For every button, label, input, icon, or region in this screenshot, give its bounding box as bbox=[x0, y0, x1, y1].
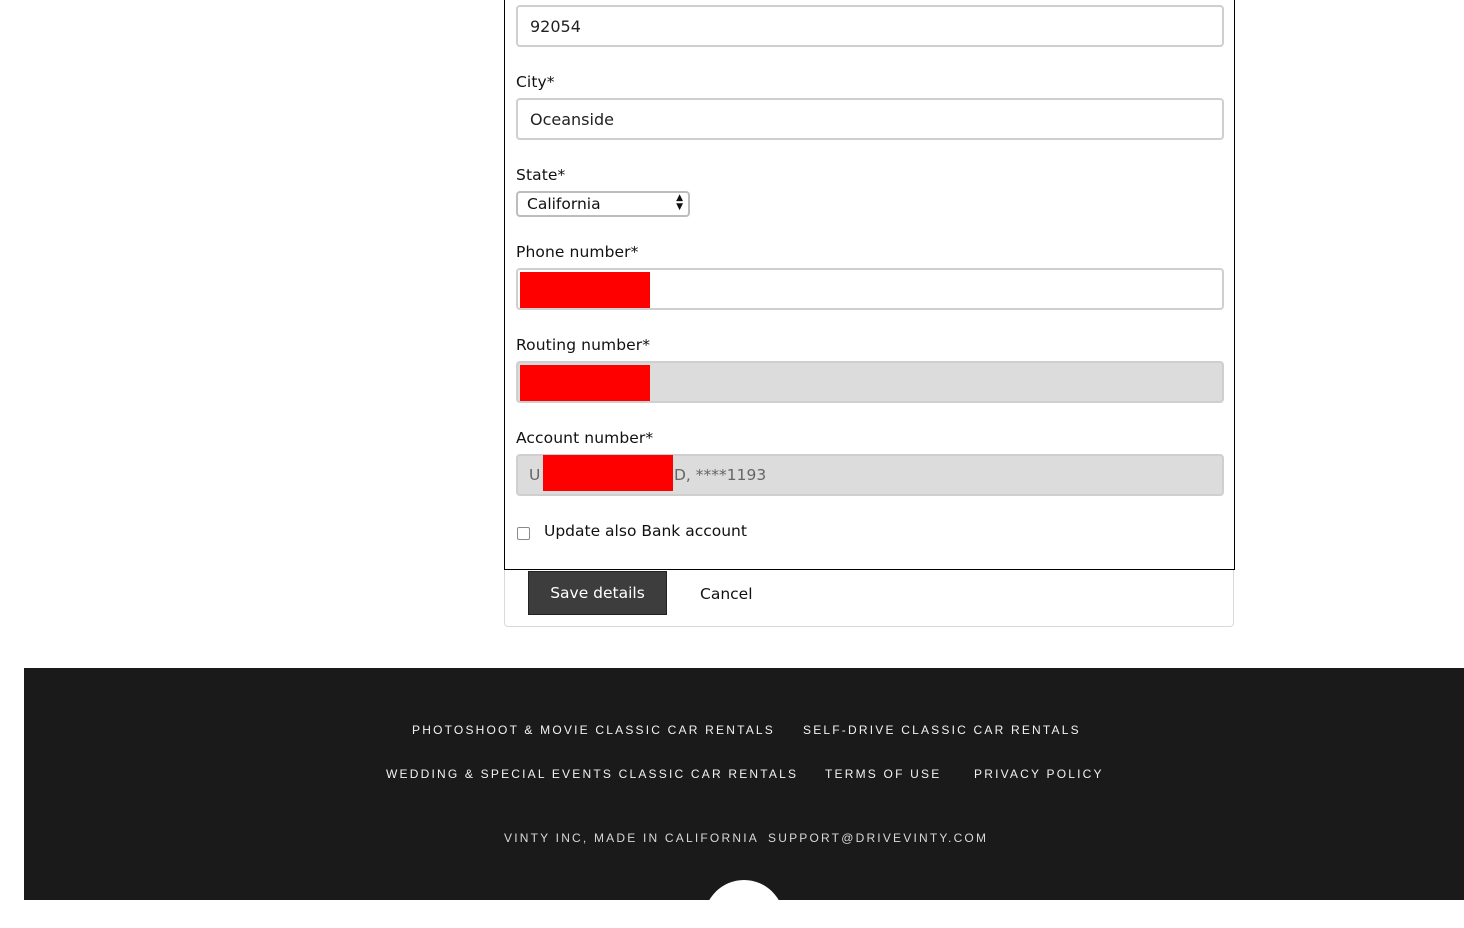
footer-link-photoshoot[interactable]: PHOTOSHOOT & MOVIE CLASSIC CAR RENTALS bbox=[412, 723, 775, 737]
state-select[interactable] bbox=[516, 191, 690, 217]
footer-logo bbox=[704, 880, 784, 900]
footer-support-email[interactable]: SUPPORT@DRIVEVINTY.COM bbox=[768, 831, 989, 845]
state-select-value: California bbox=[527, 195, 601, 213]
phone-redaction bbox=[520, 272, 650, 308]
account-prefix: U bbox=[529, 466, 541, 484]
city-label: City* bbox=[516, 73, 555, 91]
zip-field[interactable] bbox=[516, 5, 1224, 47]
footer-link-self-drive[interactable]: SELF-DRIVE CLASSIC CAR RENTALS bbox=[803, 723, 1081, 737]
cancel-button[interactable]: Cancel bbox=[700, 585, 753, 603]
account-redaction bbox=[543, 455, 673, 491]
account-masked-value: D, ****1193 bbox=[674, 466, 767, 484]
routing-redaction bbox=[520, 365, 650, 401]
footer-company: VINTY INC, MADE IN CALIFORNIA bbox=[504, 831, 759, 845]
footer-link-terms[interactable]: TERMS OF USE bbox=[825, 767, 942, 781]
update-bank-checkbox[interactable] bbox=[517, 527, 530, 540]
footer-link-wedding[interactable]: WEDDING & SPECIAL EVENTS CLASSIC CAR RENTALS bbox=[386, 767, 799, 781]
update-bank-label: Update also Bank account bbox=[544, 522, 747, 540]
routing-label: Routing number* bbox=[516, 336, 651, 354]
phone-label: Phone number* bbox=[516, 243, 639, 261]
account-label: Account number* bbox=[516, 429, 654, 447]
site-footer bbox=[24, 668, 1464, 900]
save-details-button[interactable]: Save details bbox=[528, 571, 667, 615]
select-arrows-icon: ▲ ▼ bbox=[676, 193, 683, 212]
state-label: State* bbox=[516, 166, 566, 184]
city-field[interactable] bbox=[516, 98, 1224, 140]
footer-link-privacy[interactable]: PRIVACY POLICY bbox=[974, 767, 1104, 781]
